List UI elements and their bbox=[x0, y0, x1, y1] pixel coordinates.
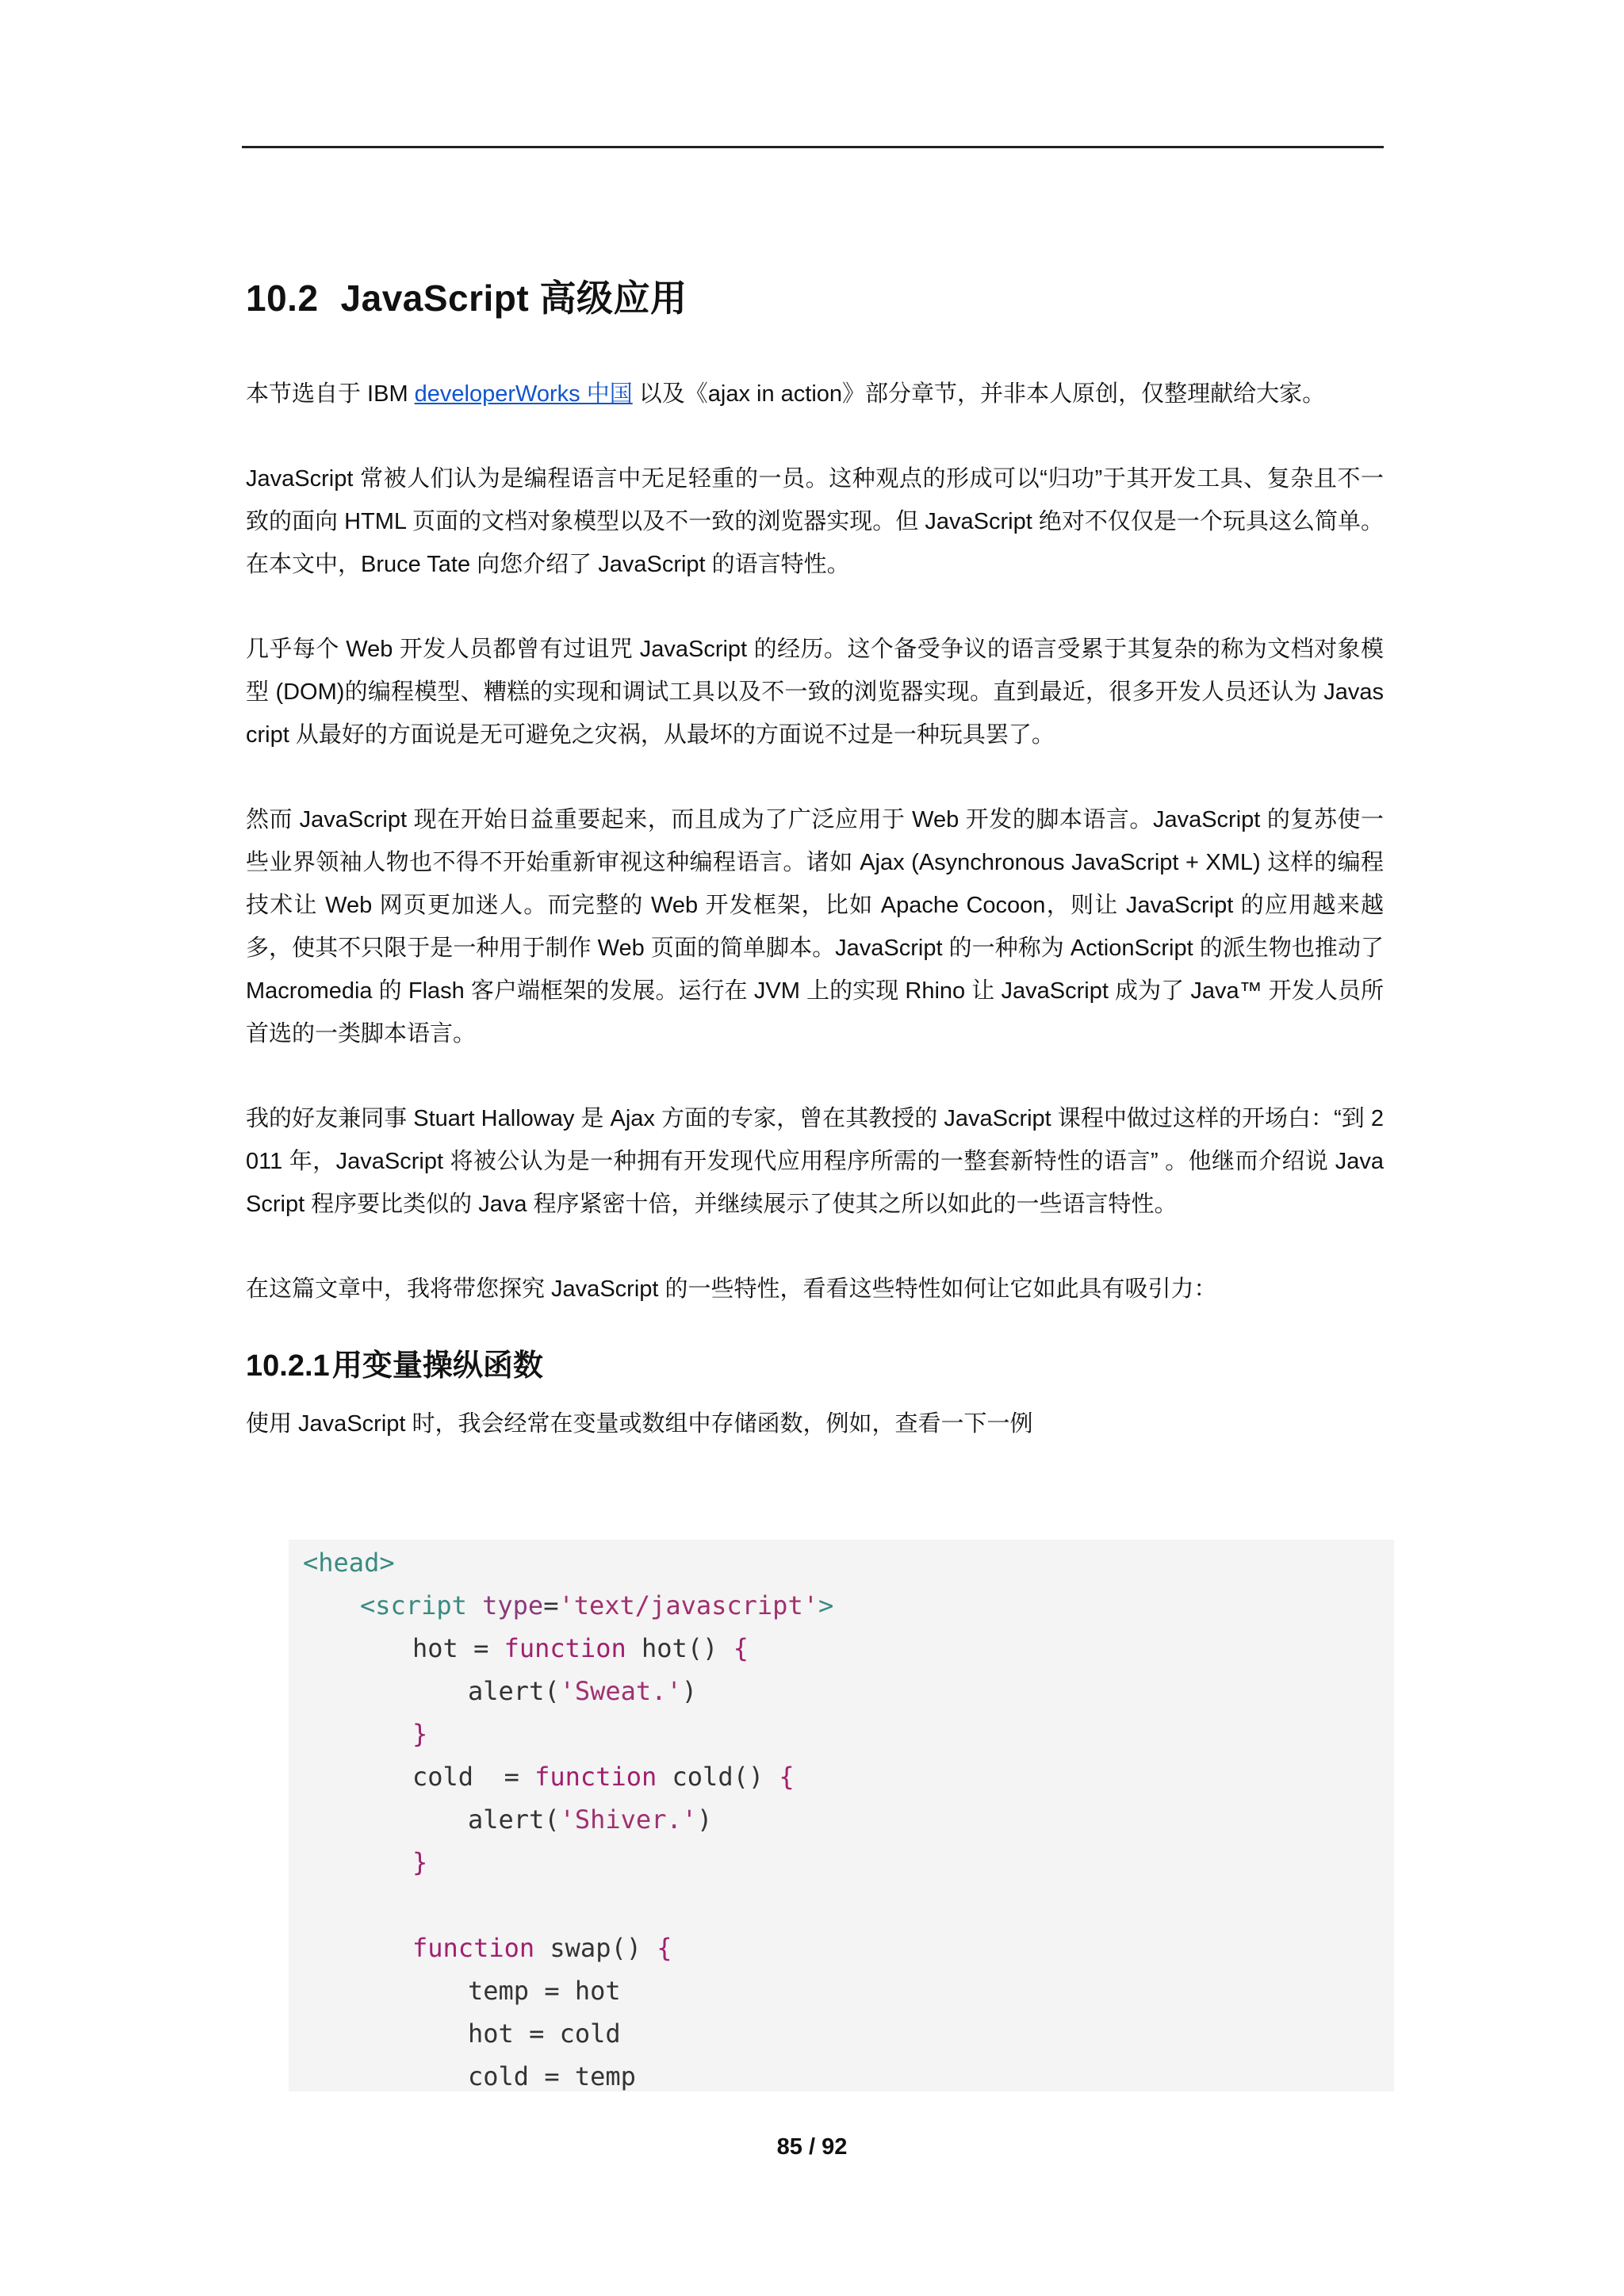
code-line bbox=[412, 1841, 427, 1884]
code-tag-close: > bbox=[818, 1590, 834, 1621]
body-paragraph-1: JavaScript 常被人们认为是编程语言中无足轻重的一员。这种观点的形成可以“归功”于其开发工具、复杂且不一致的面向 HTML 页面的文档对象模型以及不一致的浏览器实现。但 JavaScript 绝对不仅仅是一个玩具这么简单。在本文中，Bruce Tate 向您介绍了 JavaScript 的语言特性。 bbox=[246, 466, 1384, 577]
code-text: temp = hot bbox=[468, 1976, 621, 2006]
developerworks-link[interactable]: developerWorks 中国 bbox=[414, 381, 633, 407]
body-paragraph-2: 几乎每个 Web 开发人员都曾有过诅咒 JavaScript 的经历。这个备受争议的语言受累于其复杂的称为文档对象模型 (DOM)的编程模型、糟糕的实现和调试工具以及不一致的浏览器实现。直到最近，很多开发人员还认为 Javascript 从最好的方面说是无可避免之灾祸，从最坏的方面说不过是一种玩具罢了。 bbox=[246, 637, 1384, 748]
current-page: 85 bbox=[776, 2134, 802, 2160]
code-text: cold() bbox=[657, 1762, 779, 1792]
code-line bbox=[412, 1755, 795, 1798]
code-head-tag: <head> bbox=[303, 1548, 395, 1578]
code-brace: } bbox=[412, 1847, 428, 1877]
code-text: hot() bbox=[626, 1633, 733, 1663]
code-keyword: function bbox=[534, 1762, 657, 1792]
page-separator: / bbox=[802, 2134, 822, 2160]
intro-paragraph bbox=[246, 373, 1384, 415]
code-keyword: function bbox=[504, 1633, 626, 1663]
intro-before-link: 本节选自于 IBM bbox=[246, 381, 415, 407]
code-text: hot = bbox=[412, 1633, 504, 1663]
code-line bbox=[468, 1798, 712, 1841]
code-attr: type bbox=[482, 1590, 544, 1621]
code-line bbox=[468, 2012, 621, 2055]
code-string: 'Sweat.' bbox=[559, 1676, 682, 1706]
header-rule bbox=[242, 146, 1384, 148]
intro-after-link: 以及《ajax in action》部分章节，并非本人原创，仅整理献给大家。 bbox=[632, 381, 1326, 407]
code-block bbox=[289, 1540, 1394, 2091]
code-brace: { bbox=[657, 1933, 672, 1963]
code-text: ) bbox=[696, 1804, 713, 1835]
body-paragraph-3: 然而 JavaScript 现在开始日益重要起来，而且成为了广泛应用于 Web 开发的脚本语言。JavaScript 的复苏使一些业界领袖人物也不得不开始重新审视这种编程语言。诸如 Ajax (Asynchronous JavaScript + XML) 这样的编程技术让 Web 网页更加迷人。而完整的 Web 开发框架，比如 Apache Cocoon，则让 JavaScript 的应用越来越多，使其不只限于是一种用于制作 Web 页面的简单脚本。JavaScript 的一种称为 ActionScript 的派生物也推动了 Macromedia 的 Flash 客户端框架的发展。运行在 JVM 上的实现 Rhino 让 JavaScript 成为了 Java™ 开发人员所首选的一类脚本语言。 bbox=[246, 807, 1384, 1047]
code-line bbox=[412, 1927, 672, 1969]
code-text: cold = bbox=[412, 1762, 535, 1792]
code-text: hot = cold bbox=[468, 2019, 621, 2049]
code-line bbox=[360, 1584, 833, 1627]
code-line bbox=[303, 1541, 395, 1584]
total-pages: 92 bbox=[822, 2134, 848, 2160]
body-paragraph-4: 我的好友兼同事 Stuart Halloway 是 Ajax 方面的专家，曾在其教授的 JavaScript 课程中做过这样的开场白：“到 2011 年，JavaScript 将被公认为是一种拥有开发现代应用程序所需的一整套新特性的语言” 。他继而介绍说 JavaScript 程序要比类似的 Java 程序紧密十倍，并继续展示了使其之所以如此的一些语言特性。 bbox=[246, 1106, 1384, 1217]
code-line bbox=[412, 1627, 749, 1670]
section-heading bbox=[246, 270, 1384, 327]
subsection-heading bbox=[246, 1342, 1384, 1390]
code-keyword: function bbox=[412, 1933, 535, 1963]
code-line bbox=[468, 1670, 697, 1712]
code-text: swap() bbox=[534, 1933, 657, 1963]
section-title-text: JavaScript 高级应用 bbox=[340, 277, 688, 319]
code-text: alert( bbox=[468, 1676, 560, 1706]
code-brace: { bbox=[733, 1633, 749, 1663]
subsection-number: 10.2.1 bbox=[246, 1349, 330, 1383]
code-script-tag: <script bbox=[360, 1590, 467, 1621]
code-line bbox=[468, 1969, 621, 2012]
code-text: alert( bbox=[468, 1804, 560, 1835]
code-line bbox=[468, 2055, 636, 2091]
page-number bbox=[0, 2131, 1624, 2163]
code-eq: = bbox=[543, 1590, 559, 1621]
body-paragraph-5: 在这篇文章中，我将带您探究 JavaScript 的一些特性，看看这些特性如何让它如此具有吸引力： bbox=[246, 1276, 1217, 1302]
subsection-title-text: 用变量操纵函数 bbox=[331, 1349, 543, 1383]
code-text: ) bbox=[681, 1676, 697, 1706]
code-brace: } bbox=[412, 1719, 428, 1749]
code-brace: { bbox=[779, 1762, 795, 1792]
section-number: 10.2 bbox=[246, 277, 319, 319]
page-content bbox=[246, 270, 1384, 1445]
code-text: cold = temp bbox=[468, 2061, 636, 2091]
code-line bbox=[412, 1712, 427, 1755]
code-attr-value: 'text/javascript' bbox=[558, 1590, 818, 1621]
subsection-intro: 使用 JavaScript 时，我会经常在变量或数组中存储函数，例如，查看一下一例 bbox=[246, 1411, 1033, 1437]
code-string: 'Shiver.' bbox=[559, 1804, 697, 1835]
